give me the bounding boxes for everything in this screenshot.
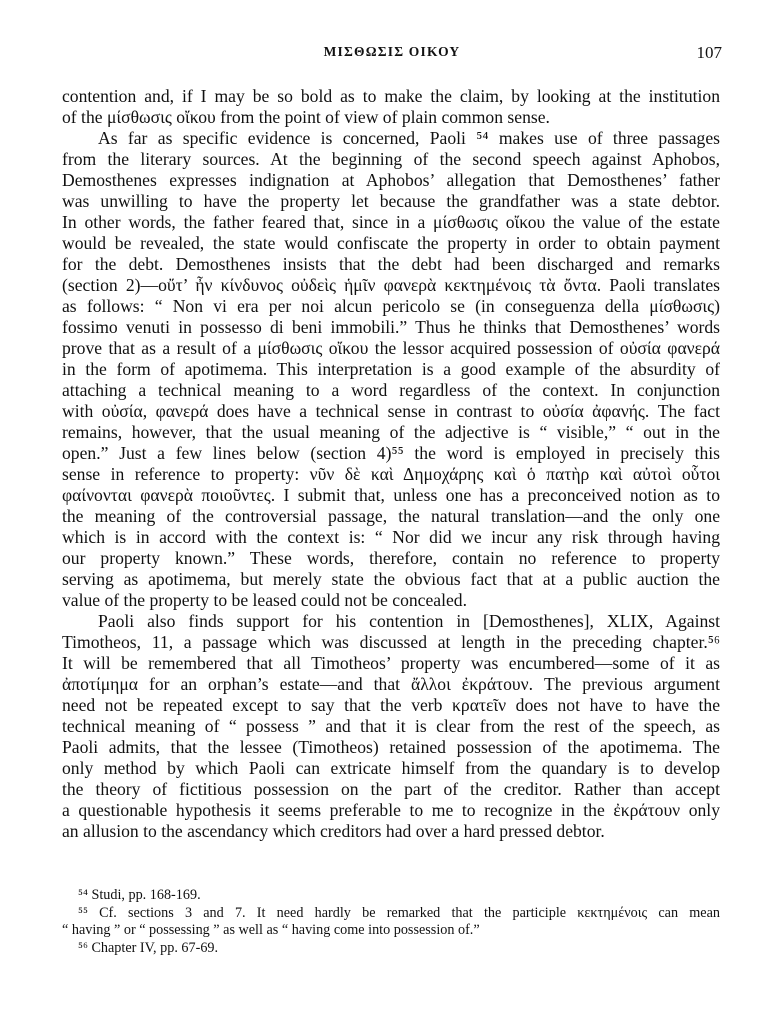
- text-line: contention and, if I may be so bold as to make the claim, by looking at the institution: [62, 86, 720, 106]
- text-line: (section 2)—οὔτ’ ἦν κίνδυνος οὐδεὶς ἡμῖν φανερὰ κεκτημένοις τὰ ὄντα. Paoli translates: [62, 275, 720, 295]
- text-line: would be revealed, the state would confiscate the property in order to obtain payment: [62, 233, 720, 253]
- text-line: the meaning of the controversial passage, the natural translation—and the only one: [62, 506, 720, 526]
- text-line: a questionable hypothesis it seems preferable to me to recognize in the ἐκράτουν only: [62, 800, 720, 820]
- text-line: It will be remembered that all Timotheos’ property was encumbered—some of it as: [62, 653, 720, 673]
- text-line: in the form of apotimema. This interpretation is a good example of the absurdity of: [62, 359, 720, 379]
- text-line: with οὐσία, φανερά does have a technical sense in contrast to οὐσία ἀφανής. The fact: [62, 401, 720, 421]
- page-number: 107: [696, 43, 722, 62]
- text-line: serving as apotimema, but merely state the obvious fact that at a public auction the: [62, 569, 720, 589]
- text-line: as follows: “ Non vi era per noi alcun pericolo se (in conseguenza della μίσθωσις): [62, 296, 720, 316]
- text-line: open.” Just a few lines below (section 4)⁵⁵ the word is employed in precisely this: [62, 443, 720, 463]
- footnotes: [62, 887, 720, 957]
- body-text: [62, 86, 720, 842]
- text-line: which is in accord with the context is: “ Nor did we incur any risk through having: [62, 527, 720, 547]
- text-line: φαίνονται φανερὰ ποιοῦντες. I submit that, unless one has a preconceived notion as to: [62, 485, 720, 505]
- page-header: [62, 44, 722, 70]
- paragraph-start-line: Paoli also finds support for his contention in [Demosthenes], XLIX, Against: [98, 611, 720, 631]
- text-line: only method by which Paoli can extricate himself from the quandary is to develop: [62, 758, 720, 778]
- footnote-55: ⁵⁵ Cf. sections 3 and 7. It need hardly be remarked that the participle κεκτημένοις can mean: [78, 904, 720, 921]
- text-line: sense in reference to property: νῦν δὲ καὶ Δημοχάρης καὶ ὁ πατὴρ καὶ αὐτοὶ οὗτοι: [62, 464, 720, 484]
- text-line: attaching a technical meaning to a word regardless of the context. In conjunction: [62, 380, 720, 400]
- text-line: fossimo venuti in possesso di beni immobili.” Thus he thinks that Demosthenes’ words: [62, 317, 720, 337]
- text-line: Demosthenes expresses indignation at Aphobos’ allegation that Demosthenes’ father: [62, 170, 720, 190]
- text-line: an allusion to the ascendancy which creditors had over a hard pressed debtor.: [62, 821, 605, 841]
- text-line: value of the property to be leased could not be concealed.: [62, 590, 467, 610]
- text-line: for the debt. Demosthenes insists that the debt had been discharged and remarks: [62, 254, 720, 274]
- text-line: of the μίσθωσις οἴκου from the point of view of plain common sense.: [62, 107, 550, 127]
- text-line: prove that as a result of a μίσθωσις οἴκου the lessor acquired possession of οὐσία φανερά: [62, 338, 720, 358]
- text-line: remains, however, that the usual meaning of the adjective is “ visible,” “ out in the: [62, 422, 720, 442]
- running-title: ΜΙΣΘΩΣΙΣ ΟΙΚΟΥ: [323, 44, 461, 59]
- footnote-55-continued: “ having ” or “ possessing ” as well as “ having come into possession of.”: [62, 922, 480, 938]
- text-line: technical meaning of “ possess ” and that it is clear from the rest of the speech, as: [62, 716, 720, 736]
- footnote-54: ⁵⁴ Studi, pp. 168-169.: [78, 887, 201, 903]
- text-line: from the literary sources. At the beginning of the second speech against Aphobos,: [62, 149, 720, 169]
- paragraph-start-line: As far as specific evidence is concerned, Paoli ⁵⁴ makes use of three passages: [98, 128, 720, 148]
- text-line: In other words, the father feared that, since in a μίσθωσις οἴκου the value of the estate: [62, 212, 720, 232]
- text-line: was unwilling to have the property let because the grandfather was a state debtor.: [62, 191, 720, 211]
- text-line: need not be repeated except to say that the verb κρατεῖν does not have to have the: [62, 695, 720, 715]
- text-line: the theory of fictitious possession on the part of the creditor. Rather than accept: [62, 779, 720, 799]
- text-line: ἀποτίμημα for an orphan’s estate—and that ἄλλοι ἐκράτουν. The previous argument: [62, 674, 720, 694]
- footnote-56: ⁵⁶ Chapter IV, pp. 67-69.: [78, 939, 219, 956]
- text-line: Paoli admits, that the lessee (Timotheos) retained possession of the apotimema. The: [62, 737, 720, 757]
- text-line: our property known.” These words, therefore, contain no reference to property: [62, 548, 720, 568]
- text-line: Timotheos, 11, a passage which was discussed at length in the preceding chapter.⁵⁶: [62, 632, 720, 652]
